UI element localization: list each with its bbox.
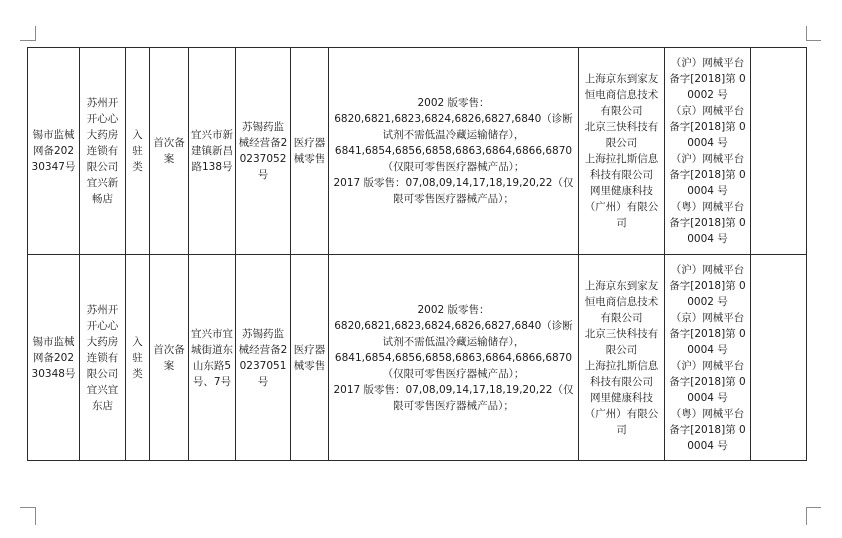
remark-cell <box>751 48 807 255</box>
platform-line: 上海拉扎斯信息科技有限公司 网里健康科技（广州）有限公司 <box>584 359 664 436</box>
crop-mark-top-left-v <box>35 26 36 41</box>
filing-number-line: （沪）网械平台备字[2018]第 00004 号 <box>669 153 746 197</box>
license-number-cell: 苏锡药监械经营备20237052号 <box>236 48 291 255</box>
platform-line: 北京三快科技有限公司 <box>584 121 659 149</box>
table-row <box>28 48 807 255</box>
crop-mark-top-left-h <box>20 40 35 41</box>
remark-cell <box>751 255 807 461</box>
address-cell: 宜兴市新建镇新昌路138号 <box>189 48 236 255</box>
scope-line: 6841,6854,6856,6858,6863,6864,6866,6870（仅限可零售医疗器械产品）； <box>334 351 573 380</box>
category-cell: 入驻类 <box>126 48 150 255</box>
filing-number-line: （沪）网械平台备字[2018]第 00002 号 <box>669 57 746 101</box>
business-scope-cell <box>329 255 579 461</box>
platform-filing-number-cell <box>665 48 751 255</box>
platform-line: 上海京东到家友恒电商信息技术有限公司 <box>584 73 659 117</box>
scope-line: 2017 版零售：07,08,09,14,17,18,19,20,22（仅限可零售医疗器械产品）； <box>333 383 574 412</box>
platform-cell <box>579 255 665 461</box>
filing-number-line: （沪）网械平台备字[2018]第 00004 号 <box>669 359 746 404</box>
filing-number-line: （粤）网械平台备字[2018]第 00004 号 <box>669 407 746 452</box>
filing-type-cell: 首次备案 <box>150 48 189 255</box>
address-cell: 宜兴市宜城街道东山东路5号、7号 <box>189 255 236 461</box>
filing-number-line: （京）网械平台备字[2018]第 00004 号 <box>669 105 746 149</box>
platform-filing-number-cell <box>665 255 751 461</box>
scope-line: 6820,6821,6823,6824,6826,6827,6840（诊断试剂不需低温冷藏运输储存）， <box>334 113 573 141</box>
company-name-cell: 苏州开开心心大药房连锁有限公司宜兴新畅店 <box>80 48 126 255</box>
filing-type-cell: 首次备案 <box>150 255 189 461</box>
crop-mark-top-right-v <box>806 26 807 41</box>
scope-line: 6820,6821,6823,6824,6826,6827,6840（诊断试剂不需低温冷藏运输储存）， <box>334 319 573 348</box>
scope-line: 2017 版零售：07,08,09,14,17,18,19,20,22（仅限可零售医疗器械产品）； <box>333 177 574 205</box>
license-number-cell: 苏锡药监械经营备20237051号 <box>236 255 291 461</box>
business-scope-cell <box>329 48 579 255</box>
scope-line: 6841,6854,6856,6858,6863,6864,6866,6870（仅限可零售医疗器械产品）； <box>334 145 573 173</box>
platform-line: 上海拉扎斯信息科技有限公司 网里健康科技（广州）有限公司 <box>584 153 664 229</box>
scope-line: 2002 版零售： <box>417 303 490 316</box>
scope-line: 2002 版零售： <box>417 97 490 109</box>
filing-number-line: （沪）网械平台备字[2018]第 00002 号 <box>669 263 746 308</box>
crop-mark-bottom-left-v <box>35 507 36 525</box>
category-cell: 入驻类 <box>126 255 150 461</box>
filing-number-line: （粤）网械平台备字[2018]第 00004 号 <box>669 201 746 245</box>
record-number-cell: 锡市监械网备20230348号 <box>28 255 80 461</box>
business-mode-cell: 医疗器械零售 <box>291 255 329 461</box>
crop-mark-bottom-left-h <box>20 507 35 508</box>
crop-mark-top-right-h <box>806 40 821 41</box>
record-number-cell: 锡市监械网备20230347号 <box>28 48 80 255</box>
platform-line: 上海京东到家友恒电商信息技术有限公司 <box>584 279 659 324</box>
platform-line: 北京三快科技有限公司 <box>584 327 659 356</box>
crop-mark-bottom-right-v <box>806 507 807 525</box>
company-name-cell: 苏州开开心心大药房连锁有限公司宜兴宜东店 <box>80 255 126 461</box>
platform-cell <box>579 48 665 255</box>
crop-mark-bottom-right-h <box>806 507 821 508</box>
business-mode-cell: 医疗器械零售 <box>291 48 329 255</box>
registration-table <box>27 47 807 461</box>
table-row <box>28 255 807 461</box>
filing-number-line: （京）网械平台备字[2018]第 00004 号 <box>669 311 746 356</box>
